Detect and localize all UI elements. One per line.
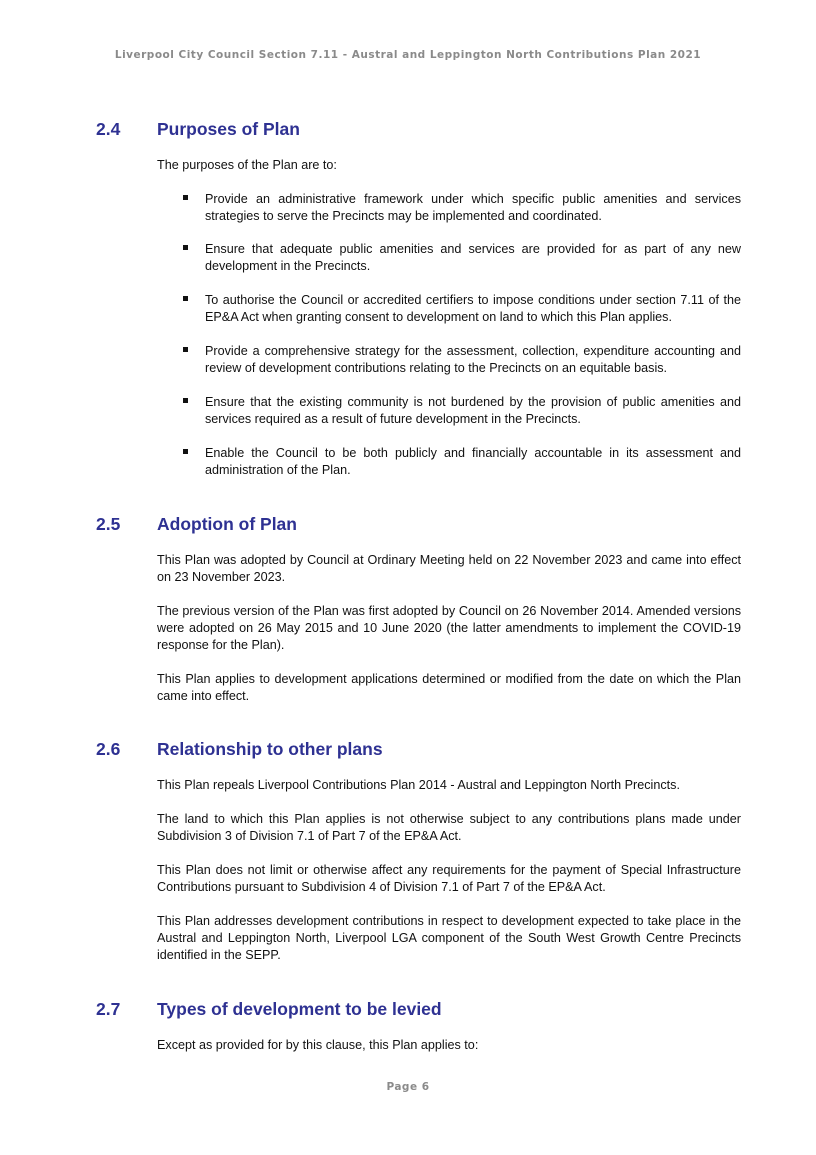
- paragraph: The previous version of the Plan was first adopted by Council on 26 November 2014. Amended versions were adopted on 26 May 2015 and 10 June 2020 (the latter amendments to implement the COVID-19 response for the Plan).: [157, 604, 741, 652]
- paragraph: This Plan addresses development contributions in respect to development expected to take place in the Austral and Leppington North, Liverpool LGA component of the South West Growth Centre Precincts identified in the SEPP.: [157, 914, 741, 962]
- running-header: Liverpool City Council Section 7.11 - Austral and Leppington North Contributions Plan 2021: [114, 49, 702, 61]
- bullet-text: Ensure that adequate public amenities and services are provided for as part of any new development in the Precincts.: [205, 242, 741, 273]
- section-heading: [0, 739, 816, 763]
- section-title: Purposes of Plan: [157, 119, 300, 139]
- paragraph: The land to which this Plan applies is not otherwise subject to any contributions plans made under Subdivision 3 of Division 7.1 of Part 7 of the EP&A Act.: [157, 812, 741, 843]
- square-bullet-icon: [183, 195, 188, 200]
- square-bullet-icon: [183, 449, 188, 454]
- section-number: 2.5: [96, 514, 121, 534]
- paragraph: This Plan does not limit or otherwise affect any requirements for the payment of Special Infrastructure Contributions pursuant to Subdivision 4 of Division 7.1 of Part 7 of the EP&A Act.: [157, 863, 741, 894]
- bullet-text: To authorise the Council or accredited certifiers to impose conditions under section 7.11 of the EP&A Act when granting consent to development on land to which this Plan applies.: [205, 293, 741, 324]
- section-heading: [0, 514, 816, 538]
- section-title: Types of development to be levied: [157, 999, 442, 1019]
- square-bullet-icon: [183, 398, 188, 403]
- square-bullet-icon: [183, 296, 188, 301]
- section-number: 2.6: [96, 739, 121, 759]
- bullet-text: Provide a comprehensive strategy for the assessment, collection, expenditure accounting and review of development contributions relating to the Precincts on an equitable basis.: [205, 344, 741, 375]
- section-title: Adoption of Plan: [157, 514, 297, 534]
- bullet-text: Provide an administrative framework under which specific public amenities and services strategies to serve the Precincts may be implemented and coordinated.: [205, 192, 741, 223]
- section-number: 2.7: [96, 999, 121, 1019]
- section-intro: The purposes of the Plan are to:: [157, 158, 337, 172]
- paragraph: Except as provided for by this clause, this Plan applies to:: [157, 1038, 479, 1052]
- section-heading: [0, 119, 816, 143]
- paragraph: This Plan was adopted by Council at Ordinary Meeting held on 22 November 2023 and came into effect on 23 November 2023.: [157, 553, 741, 584]
- paragraph: This Plan repeals Liverpool Contributions Plan 2014 - Austral and Leppington North Precincts.: [157, 778, 680, 792]
- square-bullet-icon: [183, 245, 188, 250]
- bullet-text: Enable the Council to be both publicly and financially accountable in its assessment and administration of the Plan.: [205, 446, 741, 477]
- page-number: Page 6: [386, 1081, 430, 1093]
- section-title: Relationship to other plans: [157, 739, 383, 759]
- paragraph: This Plan applies to development applications determined or modified from the date on which the Plan came into effect.: [157, 672, 741, 703]
- square-bullet-icon: [183, 347, 188, 352]
- section-number: 2.4: [96, 119, 121, 139]
- bullet-text: Ensure that the existing community is not burdened by the provision of public amenities and services required as a result of future development in the Precincts.: [205, 395, 741, 426]
- section-heading: [0, 999, 816, 1023]
